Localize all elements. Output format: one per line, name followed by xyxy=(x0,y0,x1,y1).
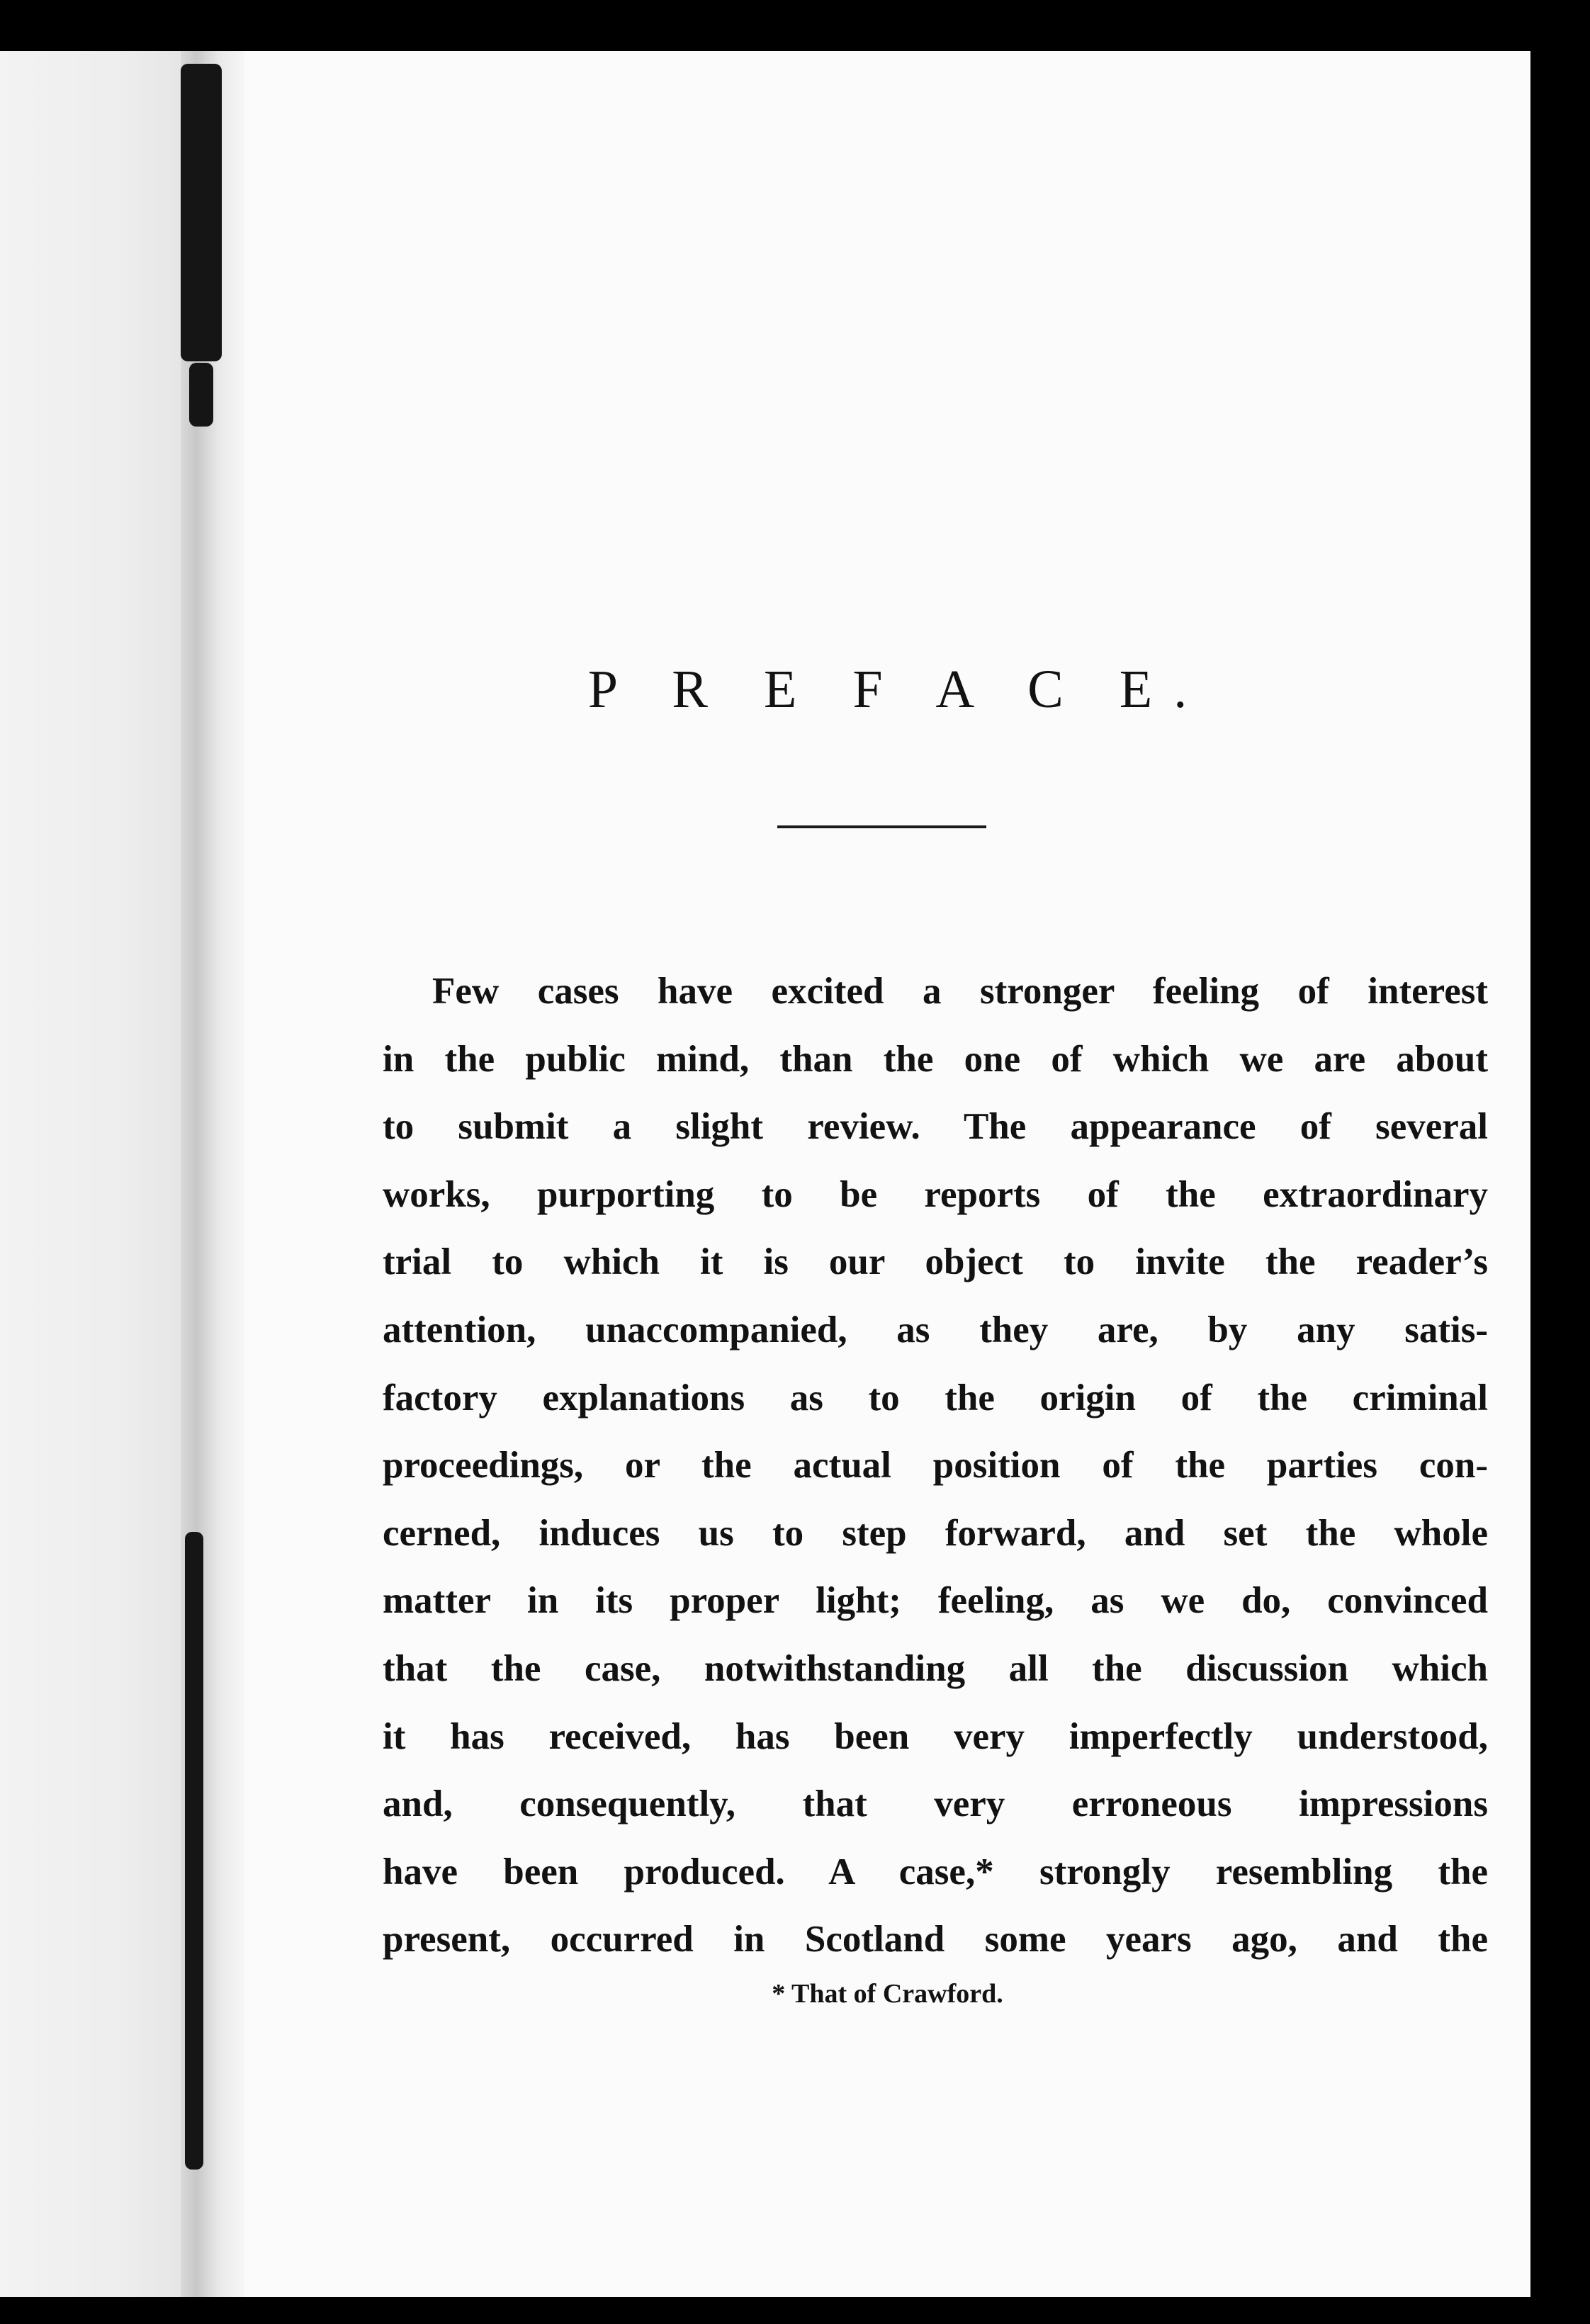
text-line: to submit a slight review. The appearance of several xyxy=(383,1106,1488,1148)
previous-leaf-strip xyxy=(0,51,181,2297)
bottom-scan-border xyxy=(0,2297,1590,2324)
text-line: in the public mind, than the one of which we are about xyxy=(383,1038,1488,1080)
top-scan-border xyxy=(0,0,1590,51)
heading-rule xyxy=(777,825,986,828)
text-line: Few cases have excited a stronger feeling of interest xyxy=(432,971,1488,1012)
text-line: proceedings, or the actual position of the parties con- xyxy=(383,1445,1488,1487)
text-line: cerned, induces us to step forward, and set the whole xyxy=(383,1512,1488,1554)
book-page xyxy=(244,51,1530,2297)
body-paragraph xyxy=(383,958,1488,1974)
binding-mark-top xyxy=(181,64,222,361)
text-line: that the case, notwithstanding all the discussion which xyxy=(383,1647,1488,1689)
text-line: works, purporting to be reports of the extraordinary xyxy=(383,1173,1488,1215)
binding-mark-lower xyxy=(185,1532,203,2170)
text-line: factory explanations as to the origin of the criminal xyxy=(383,1377,1488,1418)
footnote: * That of Crawford. xyxy=(772,1979,1003,2009)
text-line: trial to which it is our object to invite the reader’s xyxy=(383,1241,1488,1283)
binding-gutter xyxy=(181,51,244,2297)
text-line: present, occurred in Scotland some years ago, and the xyxy=(383,1919,1488,1961)
text-line: it has received, has been very imperfectly understood, xyxy=(383,1715,1488,1757)
text-line: attention, unaccompanied, as they are, by any satis- xyxy=(383,1309,1488,1350)
right-scan-border xyxy=(1530,0,1590,2324)
text-line: matter in its proper light; feeling, as we do, convinced xyxy=(383,1580,1488,1622)
page-heading: P R E F A C E. xyxy=(587,660,1209,719)
text-line: have been produced. A case,* strongly resembling the xyxy=(383,1851,1488,1893)
text-line: and, consequently, that very erroneous impressions xyxy=(383,1783,1488,1825)
binding-mark-upper xyxy=(189,363,213,427)
